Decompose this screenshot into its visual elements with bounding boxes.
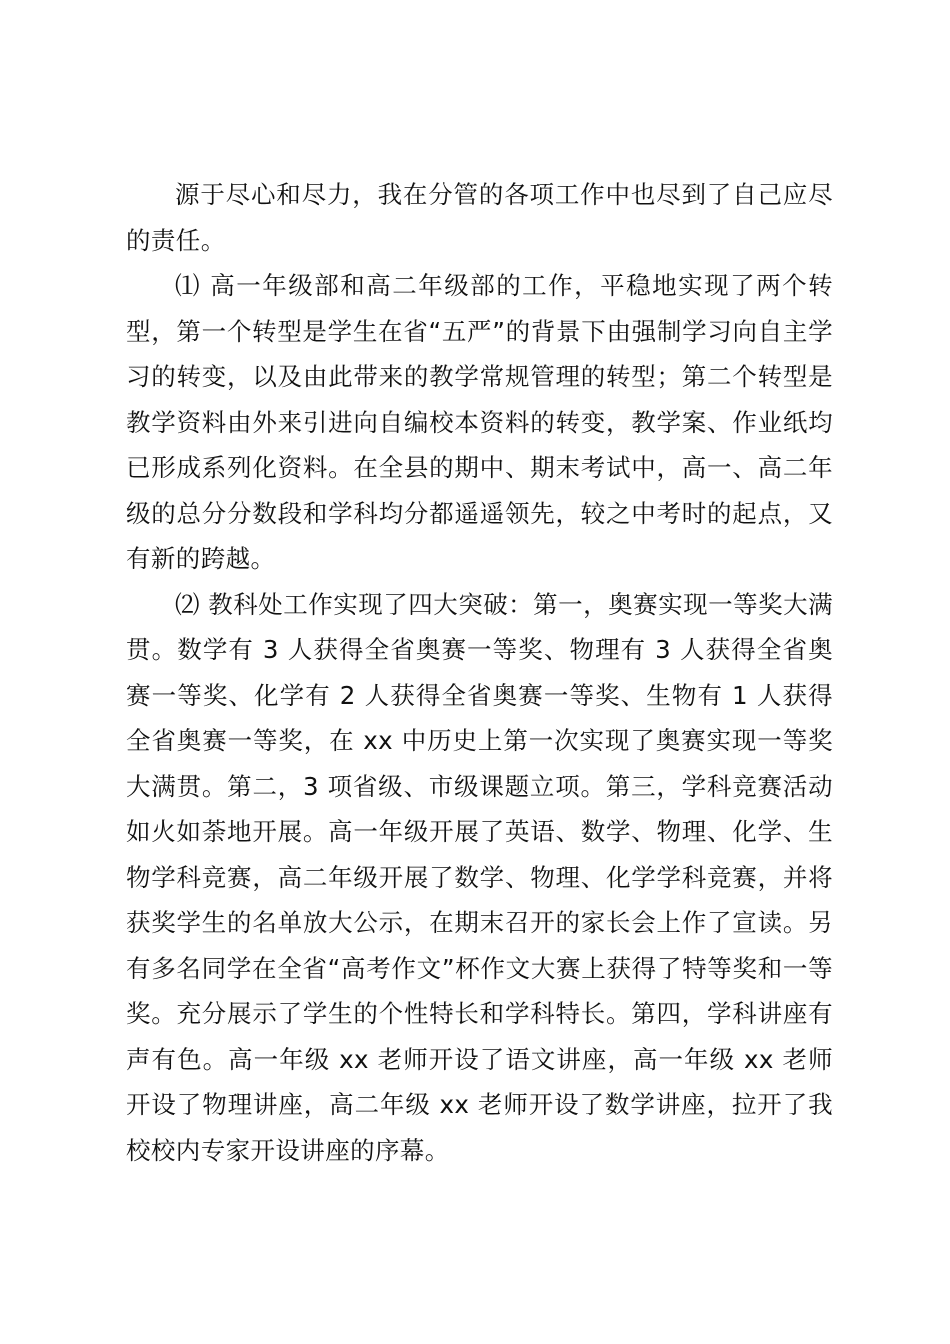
paragraph-teaching-research: ⑵ 教科处工作实现了四大突破：第一，奥赛实现一等奖大满贯。数学有 3 人获得全省奥赛一等奖、物理有 3 人获得全省奥赛一等奖、化学有 2 人获得全省奥赛一等奖、生物有 1 人获得全省奥赛一等奖，在 xx 中历史上第一次实现了奥赛实现一等奖大满贯。第二，3 项省级、市级课题立项。第三，学科竞赛活动如火如荼地开展。高一年级开展了英语、数学、物理、化学、生物学科竞赛，高二年级开展了数学、物理、化学学科竞赛，并将获奖学生的名单放大公示，在期末召开的家长会上作了宣读。另有多名同学在全省“高考作文”杯作文大赛上获得了特等奖和一等奖。充分展示了学生的个性特长和学科特长。第四，学科讲座有声有色。高一年级 xx 老师开设了语文讲座，高一年级 xx 老师开设了物理讲座，高二年级 xx 老师开设了数学讲座，拉开了我校校内专家开设讲座的序幕。	[126, 589, 833, 1165]
document-body	[126, 172, 833, 1173]
paragraph-intro: 源于尽心和尽力，我在分管的各项工作中也尽到了自己应尽的责任。	[126, 180, 833, 255]
paragraph-grade-departments: ⑴ 高一年级部和高二年级部的工作，平稳地实现了两个转型，第一个转型是学生在省“五严”的背景下由强制学习向自主学习的转变，以及由此带来的教学常规管理的转型；第二个转型是教学资料由外来引进向自编校本资料的转变，教学案、作业纸均已形成系列化资料。在全县的期中、期末考试中，高一、高二年级的总分分数段和学科均分都遥遥领先，较之中考时的起点，又有新的跨越。	[126, 271, 833, 573]
